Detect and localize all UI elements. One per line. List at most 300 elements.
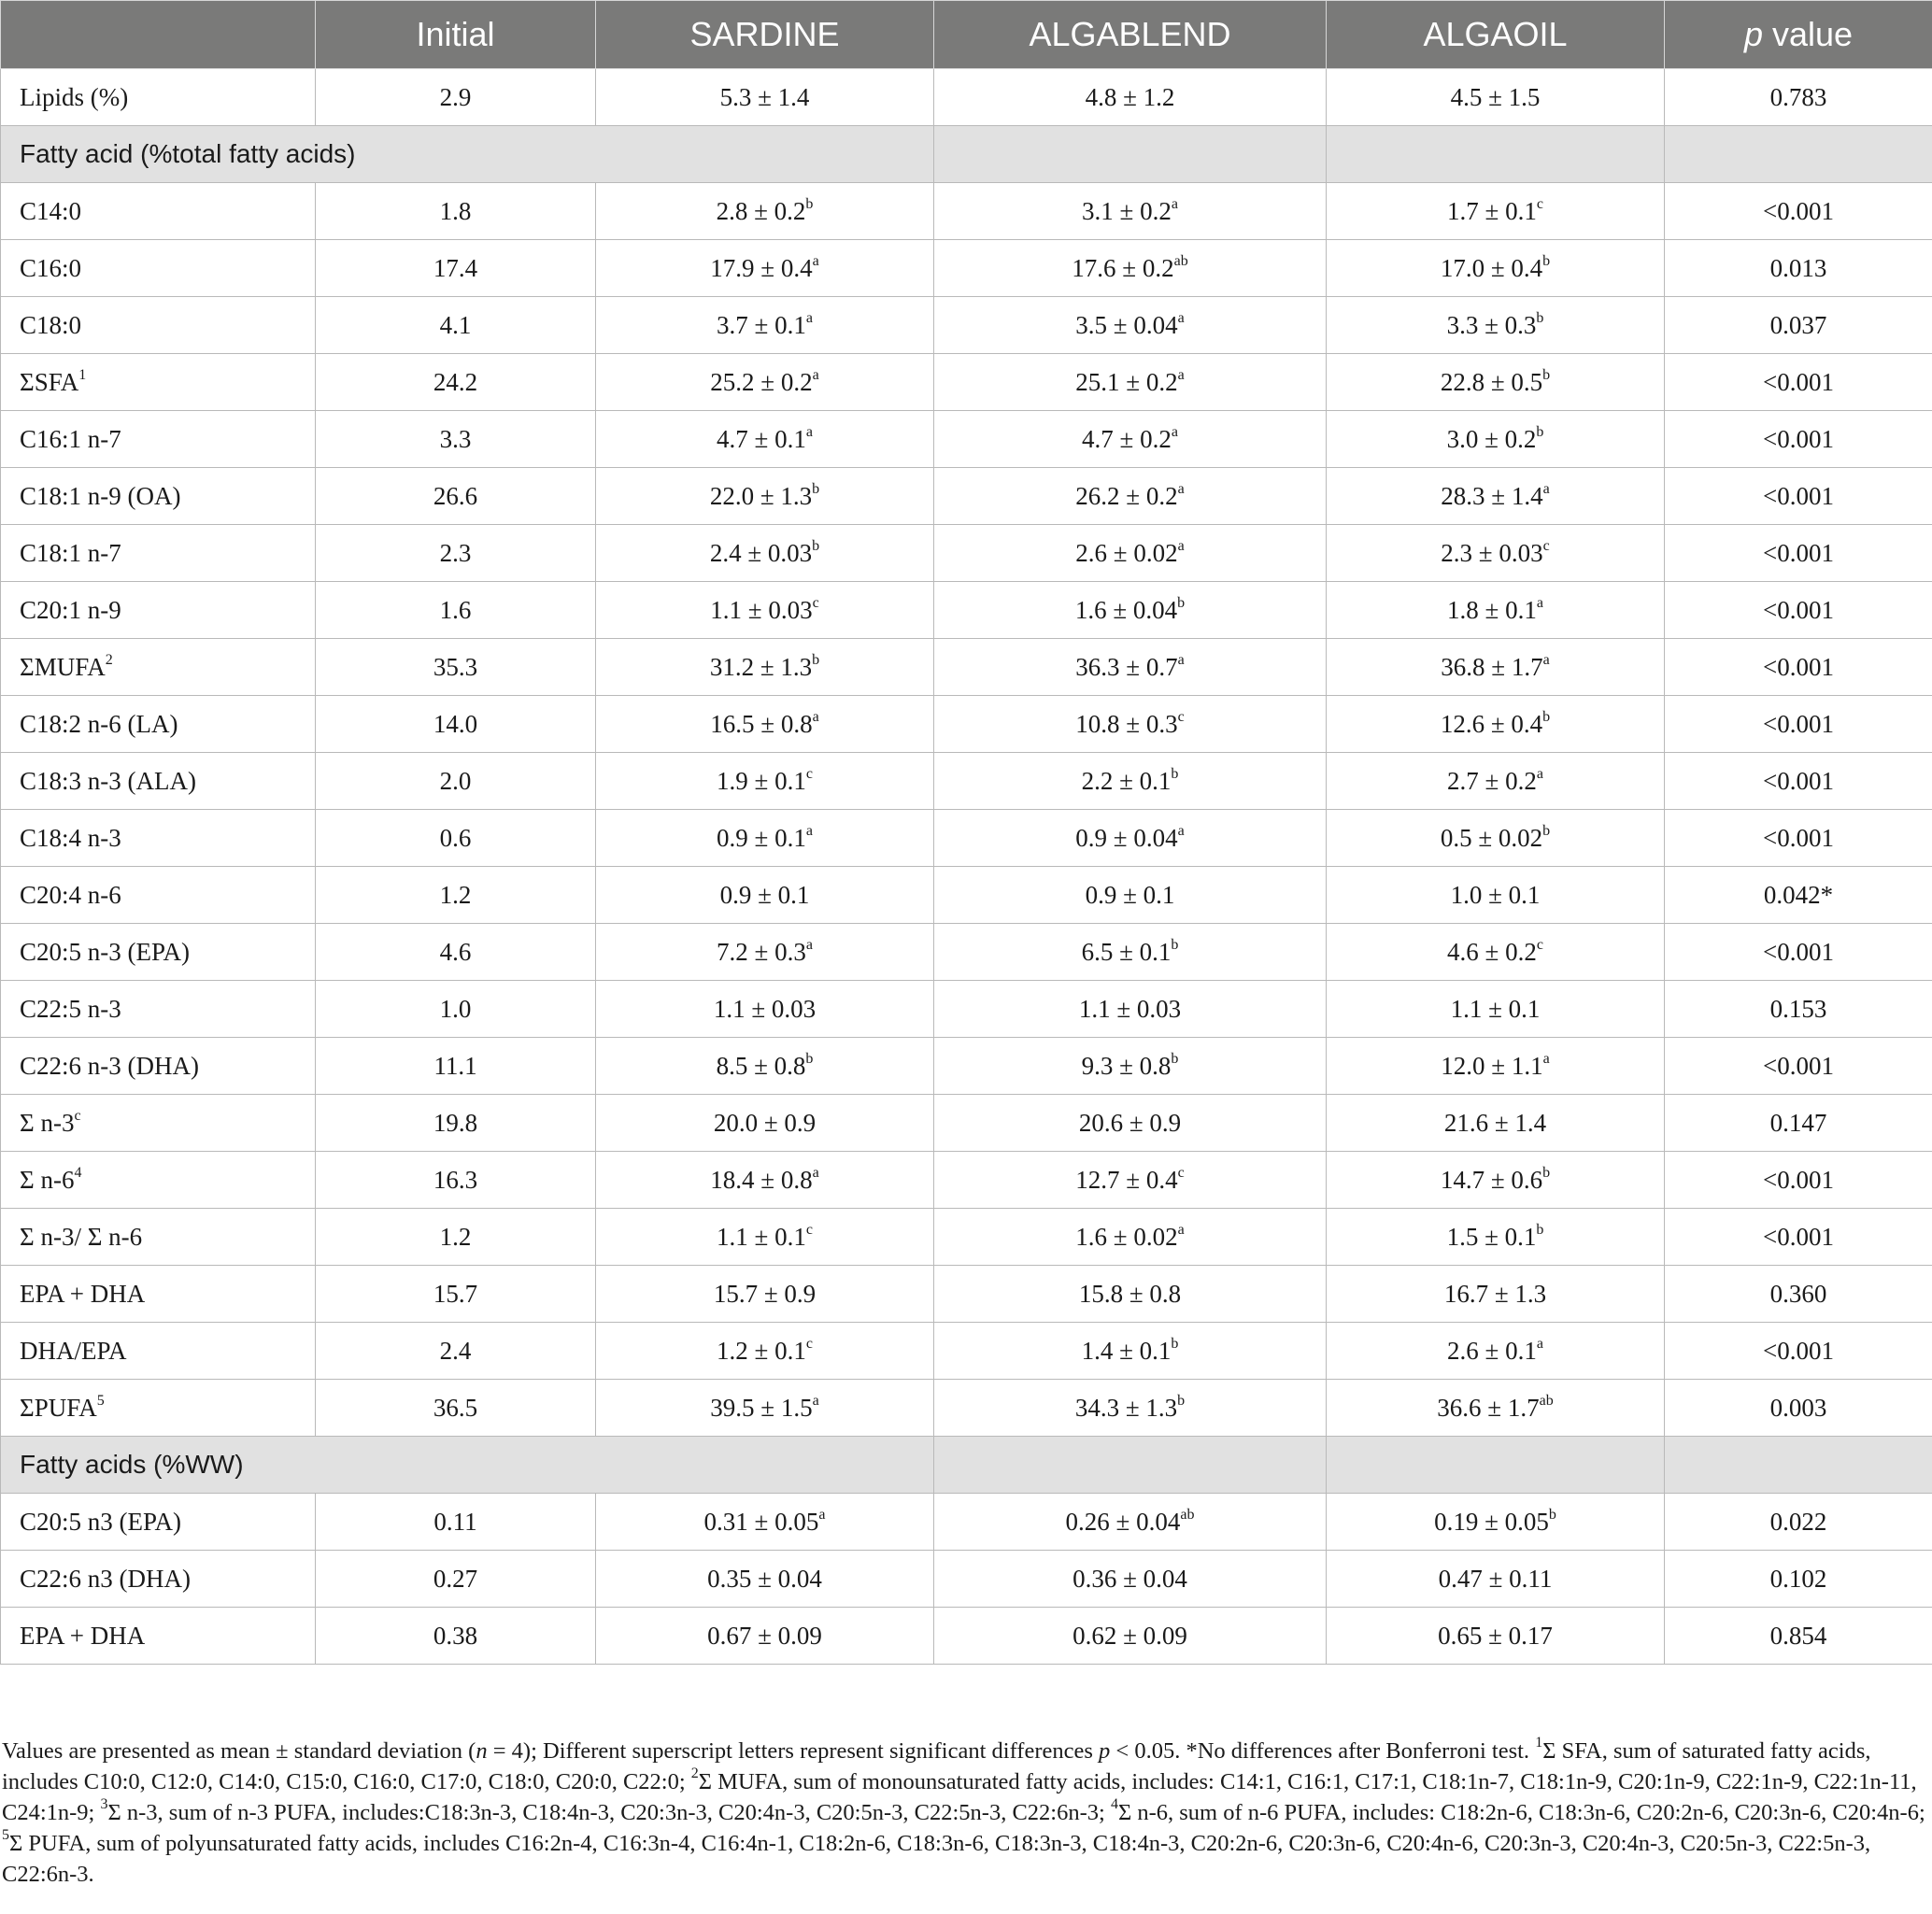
row-label-cell [1, 639, 316, 696]
section-label: Fatty acids (%WW) [1, 1437, 934, 1494]
sardine-cell-value: 22.0 ± 1.3 [709, 481, 813, 510]
algaoil-cell-value: 21.6 ± 1.4 [1443, 1108, 1547, 1137]
row-label-cell-value: C22:5 n-3 [20, 994, 121, 1023]
sardine-cell [596, 1266, 934, 1323]
footnote-marker-5: 5 [2, 1827, 9, 1843]
footnote-text: Values are presented as mean ± standard deviation ( [2, 1738, 476, 1764]
algablend-cell [934, 867, 1327, 924]
significance-superscript: ab [1180, 1506, 1195, 1523]
significance-superscript: a [1536, 594, 1543, 611]
significance-superscript: a [805, 309, 813, 326]
p-value-cell-value: <0.001 [1763, 652, 1834, 681]
sardine-cell-value: 15.7 ± 0.9 [713, 1279, 817, 1308]
algaoil-cell-value: 16.7 ± 1.3 [1443, 1279, 1547, 1308]
table-body [1, 69, 1932, 1665]
p-value-cell [1665, 639, 1932, 696]
row-label-cell [1, 525, 316, 582]
algablend-cell-value: 3.1 ± 0.2 [1082, 196, 1172, 225]
row-label-cell-value: C20:4 n-6 [20, 880, 121, 909]
algablend-cell [934, 297, 1327, 354]
section-empty-cell [934, 126, 1327, 183]
initial-cell-value: 1.0 [439, 994, 472, 1023]
algablend-cell [934, 183, 1327, 240]
p-value-cell [1665, 1038, 1932, 1095]
p-value-cell [1665, 753, 1932, 810]
p-value-cell [1665, 582, 1932, 639]
table-row [1, 1608, 1932, 1665]
sardine-cell [596, 981, 934, 1038]
sardine-cell-value: 3.7 ± 0.1 [717, 310, 806, 339]
section-empty-cell [1665, 1437, 1932, 1494]
row-label-cell [1, 981, 316, 1038]
algablend-cell-value: 6.5 ± 0.1 [1081, 937, 1172, 966]
significance-superscript: a [1177, 651, 1185, 668]
initial-cell-value: 16.3 [433, 1165, 478, 1194]
row-label-cell-value: ΣPUFA [20, 1393, 97, 1422]
algablend-cell [934, 1608, 1327, 1665]
p-value-cell-value: <0.001 [1763, 367, 1834, 396]
algaoil-cell-value: 0.65 ± 0.17 [1438, 1621, 1553, 1650]
algaoil-cell-value: 28.3 ± 1.4 [1441, 481, 1543, 510]
initial-cell [316, 1380, 596, 1437]
row-label-cell [1, 468, 316, 525]
sardine-cell-value: 0.9 ± 0.1 [717, 823, 806, 852]
p-value-cell [1665, 1266, 1932, 1323]
p-value-cell-value: 0.003 [1769, 1393, 1827, 1422]
algaoil-cell-value: 2.6 ± 0.1 [1447, 1336, 1537, 1365]
initial-cell-value: 1.2 [439, 880, 472, 909]
significance-superscript: a [812, 366, 819, 383]
footnote-marker-3: 3 [100, 1796, 108, 1812]
significance-superscript: a [1536, 765, 1543, 782]
algaoil-cell [1327, 1038, 1665, 1095]
significance-superscript: b [812, 651, 820, 668]
significance-superscript: a [1542, 1050, 1550, 1067]
significance-superscript: c [805, 765, 813, 782]
initial-cell [316, 411, 596, 468]
algablend-cell [934, 1038, 1327, 1095]
algaoil-cell-value: 17.0 ± 0.4 [1440, 253, 1543, 282]
algaoil-cell-value: 0.19 ± 0.05 [1434, 1507, 1549, 1536]
initial-cell [316, 696, 596, 753]
sardine-cell-value: 25.2 ± 0.2 [710, 367, 813, 396]
algaoil-cell-value: 4.6 ± 0.2 [1447, 937, 1537, 966]
footnote-text: < 0.05. *No differences after Bonferroni test. [1110, 1738, 1536, 1764]
footnote-n3: Σ n-3, sum of n-3 PUFA, includes:C18:3n-3, C18:4n-3, C20:3n-3, C20:4n-3, C20:5n-3, C22:5n-3, C22:6n-3; [107, 1800, 1111, 1825]
p-value-cell-value: <0.001 [1763, 766, 1834, 795]
initial-cell [316, 1095, 596, 1152]
sardine-cell-value: 7.2 ± 0.3 [717, 937, 806, 966]
p-value-cell-value: <0.001 [1763, 823, 1834, 852]
table-row [1, 1494, 1932, 1551]
sardine-cell [596, 1095, 934, 1152]
p-value-cell-value: <0.001 [1763, 196, 1834, 225]
initial-cell [316, 468, 596, 525]
header-row-label [1, 1, 316, 69]
sardine-cell-value: 4.7 ± 0.1 [717, 424, 806, 453]
initial-cell-value: 2.9 [439, 82, 472, 111]
initial-cell-value: 1.8 [439, 196, 472, 225]
table-row [1, 1551, 1932, 1608]
row-label-cell [1, 183, 316, 240]
algaoil-cell-value: 0.47 ± 0.11 [1438, 1564, 1553, 1593]
algablend-cell-value: 4.7 ± 0.2 [1082, 424, 1172, 453]
algablend-cell [934, 1494, 1327, 1551]
sardine-cell [596, 810, 934, 867]
sardine-cell-value: 2.4 ± 0.03 [709, 538, 813, 567]
row-label-cell [1, 1551, 316, 1608]
algaoil-cell [1327, 1494, 1665, 1551]
p-value-cell-value: <0.001 [1763, 481, 1834, 510]
significance-superscript: c [1177, 1164, 1185, 1181]
row-label-cell [1, 1038, 316, 1095]
algablend-cell-value: 1.6 ± 0.02 [1075, 1222, 1178, 1251]
p-value-cell-value: 0.854 [1769, 1621, 1827, 1650]
algablend-cell-value: 10.8 ± 0.3 [1075, 709, 1178, 738]
sardine-cell-value: 1.9 ± 0.1 [717, 766, 806, 795]
algaoil-cell [1327, 411, 1665, 468]
algablend-cell [934, 924, 1327, 981]
row-label-cell-value: Σ n-3/ Σ n-6 [20, 1222, 143, 1251]
p-value-cell-value: <0.001 [1763, 538, 1834, 567]
row-label-cell [1, 867, 316, 924]
algaoil-cell-value: 12.6 ± 0.4 [1440, 709, 1543, 738]
sardine-cell [596, 183, 934, 240]
significance-superscript: a [805, 822, 813, 839]
algaoil-cell [1327, 981, 1665, 1038]
section-label: Fatty acid (%total fatty acids) [1, 126, 934, 183]
significance-superscript: a [805, 423, 813, 440]
row-label-cell-value: Σ n-6 [20, 1165, 75, 1194]
significance-superscript: b [1542, 1164, 1551, 1181]
p-value-cell-value: <0.001 [1763, 1051, 1834, 1080]
algaoil-cell [1327, 183, 1665, 240]
sardine-cell-value: 2.8 ± 0.2 [716, 196, 806, 225]
initial-cell-value: 2.4 [439, 1336, 472, 1365]
row-label-cell-value: C16:1 n-7 [20, 424, 121, 453]
initial-cell-value: 19.8 [433, 1108, 478, 1137]
row-label-cell-value: C18:3 n-3 (ALA) [20, 766, 196, 795]
sardine-cell [596, 1038, 934, 1095]
sardine-cell-value: 0.9 ± 0.1 [719, 880, 810, 909]
significance-superscript: a [1536, 1335, 1543, 1352]
row-label-cell [1, 1608, 316, 1665]
significance-superscript: b [1542, 252, 1551, 269]
significance-superscript: a [1177, 480, 1185, 497]
section-empty-cell [1327, 126, 1665, 183]
row-label-cell [1, 297, 316, 354]
sardine-cell-value: 1.1 ± 0.1 [717, 1222, 806, 1251]
sardine-cell-value: 18.4 ± 0.8 [710, 1165, 813, 1194]
sardine-cell [596, 1608, 934, 1665]
algaoil-cell [1327, 297, 1665, 354]
initial-cell-value: 17.4 [433, 253, 478, 282]
table-row [1, 924, 1932, 981]
p-value-cell-value: <0.001 [1763, 937, 1834, 966]
p-value-cell [1665, 297, 1932, 354]
row-label-cell-value: C22:6 n3 (DHA) [20, 1564, 191, 1593]
footnote-n-symbol: n [476, 1738, 488, 1764]
initial-cell [316, 1551, 596, 1608]
sardine-cell [596, 867, 934, 924]
sardine-cell [596, 753, 934, 810]
significance-superscript: b [1177, 1392, 1186, 1409]
p-value-cell-value: <0.001 [1763, 595, 1834, 624]
significance-superscript: b [1536, 309, 1544, 326]
algaoil-cell [1327, 582, 1665, 639]
significance-superscript: b [1171, 1050, 1179, 1067]
p-value-cell-value: 0.102 [1769, 1564, 1827, 1593]
row-label-cell-value: C22:6 n-3 (DHA) [20, 1051, 199, 1080]
algablend-cell-value: 1.6 ± 0.04 [1074, 595, 1178, 624]
initial-cell-value: 4.1 [439, 310, 472, 339]
initial-cell [316, 1323, 596, 1380]
p-value-cell-value: 0.147 [1769, 1108, 1827, 1137]
significance-superscript: ab [1539, 1392, 1554, 1409]
algablend-cell [934, 1209, 1327, 1266]
p-value-cell [1665, 1380, 1932, 1437]
initial-cell-value: 0.11 [433, 1507, 477, 1536]
algablend-cell-value: 34.3 ± 1.3 [1074, 1393, 1178, 1422]
table-row [1, 1152, 1932, 1209]
algablend-cell-value: 36.3 ± 0.7 [1075, 652, 1178, 681]
algaoil-cell [1327, 696, 1665, 753]
sardine-cell [596, 69, 934, 126]
initial-cell-value: 24.2 [433, 367, 478, 396]
row-label-cell-value: C20:5 n-3 (EPA) [20, 937, 191, 966]
row-label-cell-value: C18:1 n-9 (OA) [20, 481, 181, 510]
initial-cell [316, 810, 596, 867]
algablend-cell [934, 981, 1327, 1038]
significance-superscript: b [805, 195, 814, 212]
algaoil-cell-value: 1.0 ± 0.1 [1450, 880, 1541, 909]
p-value-cell [1665, 924, 1932, 981]
table-row [1, 297, 1932, 354]
algablend-cell-value: 12.7 ± 0.4 [1075, 1165, 1178, 1194]
p-value-cell [1665, 1323, 1932, 1380]
algaoil-cell-value: 12.0 ± 1.1 [1441, 1051, 1543, 1080]
algaoil-cell-value: 3.0 ± 0.2 [1446, 424, 1537, 453]
algablend-cell-value: 9.3 ± 0.8 [1081, 1051, 1172, 1080]
p-value-cell [1665, 69, 1932, 126]
row-label-cell-value: DHA/EPA [20, 1336, 127, 1365]
p-value-cell [1665, 240, 1932, 297]
initial-cell [316, 183, 596, 240]
sardine-cell [596, 696, 934, 753]
table-row [1, 1323, 1932, 1380]
row-label-cell-value: C18:0 [20, 310, 82, 339]
row-label-cell-value: ΣMUFA [20, 652, 106, 681]
table-row [1, 183, 1932, 240]
significance-superscript: a [1177, 1221, 1185, 1238]
initial-cell [316, 297, 596, 354]
footnote-pufa: Σ PUFA, sum of polyunsaturated fatty acids, includes C16:2n-4, C16:3n-4, C16:4n-1, C18:2n-6, C18:3n-6, C18:3n-3, C18:4n-3, C20:2n-6, C20:3n-6, C20:4n-6, C20:3n-3, C20:4n-3, C20:5n-3, C22:5n-3, C22:6n-3. [2, 1831, 1871, 1887]
algaoil-cell-value: 36.8 ± 1.7 [1441, 652, 1543, 681]
algablend-cell-value: 3.5 ± 0.04 [1075, 310, 1178, 339]
p-value-cell [1665, 1209, 1932, 1266]
p-value-cell-value: <0.001 [1763, 424, 1834, 453]
initial-cell [316, 981, 596, 1038]
initial-cell-value: 2.0 [439, 766, 472, 795]
significance-superscript: a [805, 936, 813, 953]
algaoil-cell [1327, 1608, 1665, 1665]
initial-cell-value: 35.3 [433, 652, 478, 681]
row-label-cell [1, 354, 316, 411]
p-value-cell [1665, 354, 1932, 411]
algaoil-cell-value: 1.1 ± 0.1 [1450, 994, 1541, 1023]
algaoil-cell [1327, 354, 1665, 411]
sardine-cell [596, 1323, 934, 1380]
significance-superscript: c [1536, 195, 1543, 212]
initial-cell [316, 69, 596, 126]
algablend-cell-value: 1.1 ± 0.03 [1078, 994, 1182, 1023]
algablend-cell-value: 20.6 ± 0.9 [1078, 1108, 1182, 1137]
algaoil-cell-value: 1.8 ± 0.1 [1447, 595, 1537, 624]
table-row [1, 240, 1932, 297]
section-row [1, 126, 1932, 183]
significance-superscript: c [812, 594, 819, 611]
algablend-cell-value: 2.6 ± 0.02 [1075, 538, 1178, 567]
p-value-cell-value: 0.037 [1769, 310, 1827, 339]
section-row [1, 1437, 1932, 1494]
row-label-cell [1, 810, 316, 867]
algaoil-cell-value: 2.7 ± 0.2 [1447, 766, 1537, 795]
row-label-cell [1, 582, 316, 639]
initial-cell-value: 0.38 [433, 1621, 478, 1650]
significance-superscript: c [805, 1335, 813, 1352]
initial-cell [316, 582, 596, 639]
p-value-cell-value: <0.001 [1763, 1222, 1834, 1251]
table-row [1, 1038, 1932, 1095]
algaoil-cell-value: 22.8 ± 0.5 [1440, 367, 1543, 396]
significance-superscript: a [1177, 366, 1185, 383]
table-footnote [2, 1736, 1926, 1890]
significance-superscript: a [1171, 195, 1178, 212]
algaoil-cell [1327, 525, 1665, 582]
significance-superscript: b [1171, 1335, 1179, 1352]
table-row [1, 411, 1932, 468]
p-value-cell-value: 0.042* [1763, 880, 1834, 909]
p-value-cell [1665, 696, 1932, 753]
significance-superscript: b [812, 537, 820, 554]
significance-superscript: b [812, 480, 820, 497]
sardine-cell [596, 297, 934, 354]
algaoil-cell [1327, 924, 1665, 981]
p-value-cell [1665, 810, 1932, 867]
algablend-cell-value: 17.6 ± 0.2 [1072, 253, 1174, 282]
footnote-text: = 4); Different superscript letters represent significant differences [487, 1738, 1100, 1764]
significance-superscript: b [1542, 822, 1551, 839]
row-label-cell [1, 1266, 316, 1323]
row-label-cell [1, 1152, 316, 1209]
row-label-cell [1, 1209, 316, 1266]
algaoil-cell [1327, 1209, 1665, 1266]
p-value-cell [1665, 468, 1932, 525]
sardine-cell [596, 525, 934, 582]
initial-cell-value: 0.27 [433, 1564, 478, 1593]
row-label-cell [1, 753, 316, 810]
sardine-cell-value: 1.1 ± 0.03 [710, 595, 813, 624]
p-value-cell [1665, 411, 1932, 468]
algaoil-cell [1327, 240, 1665, 297]
initial-cell-value: 0.6 [439, 823, 472, 852]
initial-cell [316, 240, 596, 297]
significance-superscript: b [1548, 1506, 1556, 1523]
table-row [1, 1209, 1932, 1266]
initial-cell [316, 1209, 596, 1266]
initial-cell-value: 36.5 [433, 1393, 478, 1422]
row-label-cell [1, 69, 316, 126]
table-row [1, 753, 1932, 810]
initial-cell [316, 1152, 596, 1209]
algaoil-cell-value: 3.3 ± 0.3 [1446, 310, 1537, 339]
algaoil-cell [1327, 1152, 1665, 1209]
algablend-cell [934, 1152, 1327, 1209]
row-label-cell [1, 924, 316, 981]
table-row [1, 582, 1932, 639]
row-label-cell [1, 1380, 316, 1437]
sardine-cell [596, 924, 934, 981]
significance-superscript: c [805, 1221, 813, 1238]
algablend-cell [934, 1380, 1327, 1437]
row-label-cell-value: EPA + DHA [20, 1279, 146, 1308]
algaoil-cell [1327, 1323, 1665, 1380]
row-label-cell [1, 411, 316, 468]
significance-superscript: a [1542, 480, 1550, 497]
significance-superscript: b [1536, 1221, 1544, 1238]
footnote-p-symbol: p [1099, 1738, 1111, 1764]
p-value-cell-value: <0.001 [1763, 1336, 1834, 1365]
sardine-cell [596, 1380, 934, 1437]
significance-superscript: ab [1173, 252, 1188, 269]
row-label-cell-value: C20:5 n3 (EPA) [20, 1507, 182, 1536]
significance-superscript: 1 [78, 366, 87, 383]
significance-superscript: a [812, 252, 819, 269]
sardine-cell-value: 8.5 ± 0.8 [716, 1051, 806, 1080]
initial-cell-value: 11.1 [433, 1051, 477, 1080]
header-p-letter: p [1743, 15, 1763, 53]
algablend-cell-value: 0.9 ± 0.04 [1075, 823, 1178, 852]
significance-superscript: a [812, 1392, 819, 1409]
footnote-marker-2: 2 [690, 1765, 699, 1781]
header-row [1, 1, 1932, 69]
p-value-cell-value: 0.153 [1769, 994, 1827, 1023]
algablend-cell [934, 810, 1327, 867]
significance-superscript: a [812, 1164, 819, 1181]
algablend-cell [934, 69, 1327, 126]
algablend-cell-value: 1.4 ± 0.1 [1081, 1336, 1172, 1365]
table-row [1, 639, 1932, 696]
significance-superscript: a [1171, 423, 1178, 440]
table-row [1, 354, 1932, 411]
header-algaoil: ALGAOIL [1327, 1, 1665, 69]
row-label-cell [1, 240, 316, 297]
p-value-cell-value: 0.783 [1769, 82, 1827, 111]
row-label-cell-value: C20:1 n-9 [20, 595, 121, 624]
algaoil-cell [1327, 639, 1665, 696]
sardine-cell [596, 411, 934, 468]
p-value-cell [1665, 1494, 1932, 1551]
initial-cell-value: 15.7 [433, 1279, 478, 1308]
algablend-cell [934, 354, 1327, 411]
section-empty-cell [1665, 126, 1932, 183]
significance-superscript: b [1542, 366, 1551, 383]
table-row [1, 1095, 1932, 1152]
algablend-cell [934, 753, 1327, 810]
algablend-cell-value: 0.62 ± 0.09 [1073, 1621, 1187, 1650]
footnote-marker-1: 1 [1535, 1735, 1543, 1751]
significance-superscript: b [1542, 708, 1551, 725]
